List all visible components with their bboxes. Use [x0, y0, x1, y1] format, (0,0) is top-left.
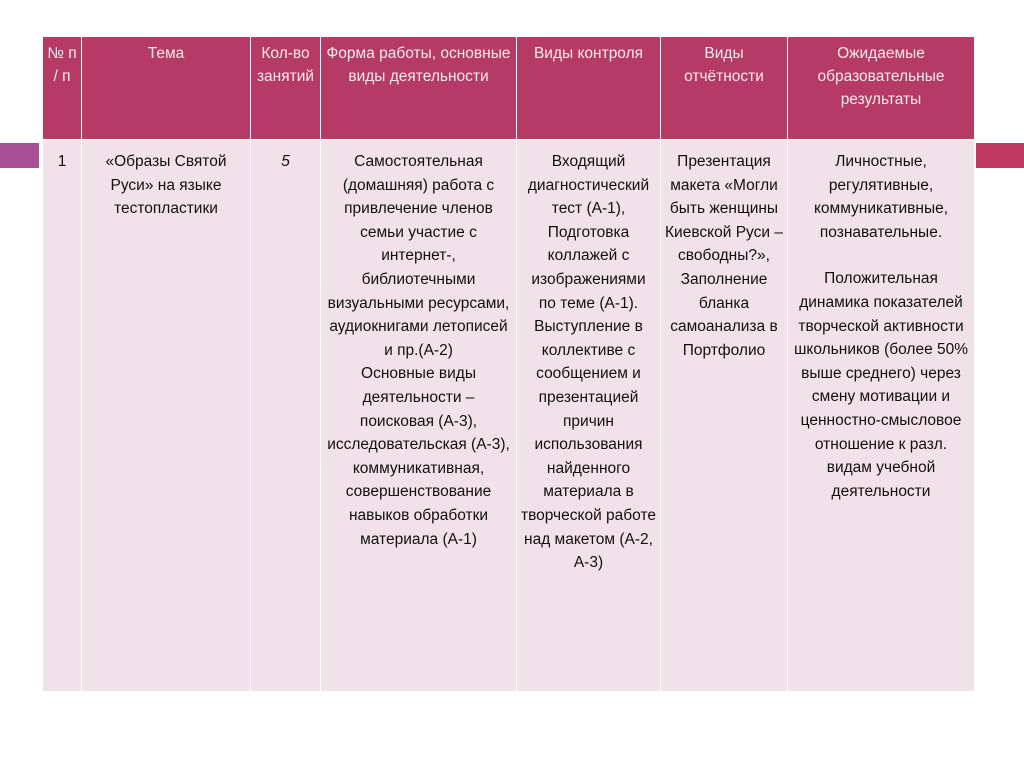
- header-lesson-count: Кол-во занятий: [251, 37, 321, 140]
- table-row: [43, 140, 975, 692]
- results-dynamics: Положительная динамика показателей творческой активности школьников (более 50% выше среднего) через смену мотивации и ценностно-смысловое отношение к разл. видам учебной деятельности: [793, 270, 969, 500]
- cell-number: 1: [43, 140, 82, 692]
- cell-control-types: Входящий диагностический тест (А-1), Подготовка коллажей с изображениями по теме (А-1). Выступление в коллективе с сообщением и презентацией причин использования найденного материала в творческой работе над макетом (А-2, А-3): [517, 140, 661, 692]
- work-activities-text: Основные виды деятельности – поисковая (А-3), исследовательская (А-3), коммуникативная, совершенствование навыков обработки материала (А-1): [327, 365, 510, 548]
- cell-work-form: [321, 140, 517, 692]
- header-number: № п / п: [43, 37, 82, 140]
- cell-topic: «Образы Святой Руси» на языке тестопластики: [82, 140, 251, 692]
- cell-lesson-count: 5: [251, 140, 321, 692]
- work-form-text: Самостоятельная (домашняя) работа с привлечение членов семьи участие с интернет-, библиотечными визуальными ресурсами, аудиокнигами летописей и пр.(А-2): [327, 153, 510, 359]
- header-reporting-types: Виды отчётности: [661, 37, 788, 140]
- results-competencies: Личностные, регулятивные, коммуникативные, познавательные.: [813, 153, 949, 241]
- header-work-form: Форма работы, основные виды деятельности: [321, 37, 517, 140]
- header-row: [43, 37, 975, 140]
- cell-reporting-types: Презентация макета «Могли быть женщины Киевской Руси – свободны?», Заполнение бланка самоанализа в Портфолио: [661, 140, 788, 692]
- header-topic: Тема: [82, 37, 251, 140]
- cell-expected-results: [788, 140, 975, 692]
- right-accent-bar: [976, 143, 1024, 168]
- left-accent-bar: [0, 143, 39, 168]
- header-expected-results: Ожидаемые образовательные результаты: [788, 37, 975, 140]
- header-control-types: Виды контроля: [517, 37, 661, 140]
- lesson-plan-table: [42, 36, 975, 692]
